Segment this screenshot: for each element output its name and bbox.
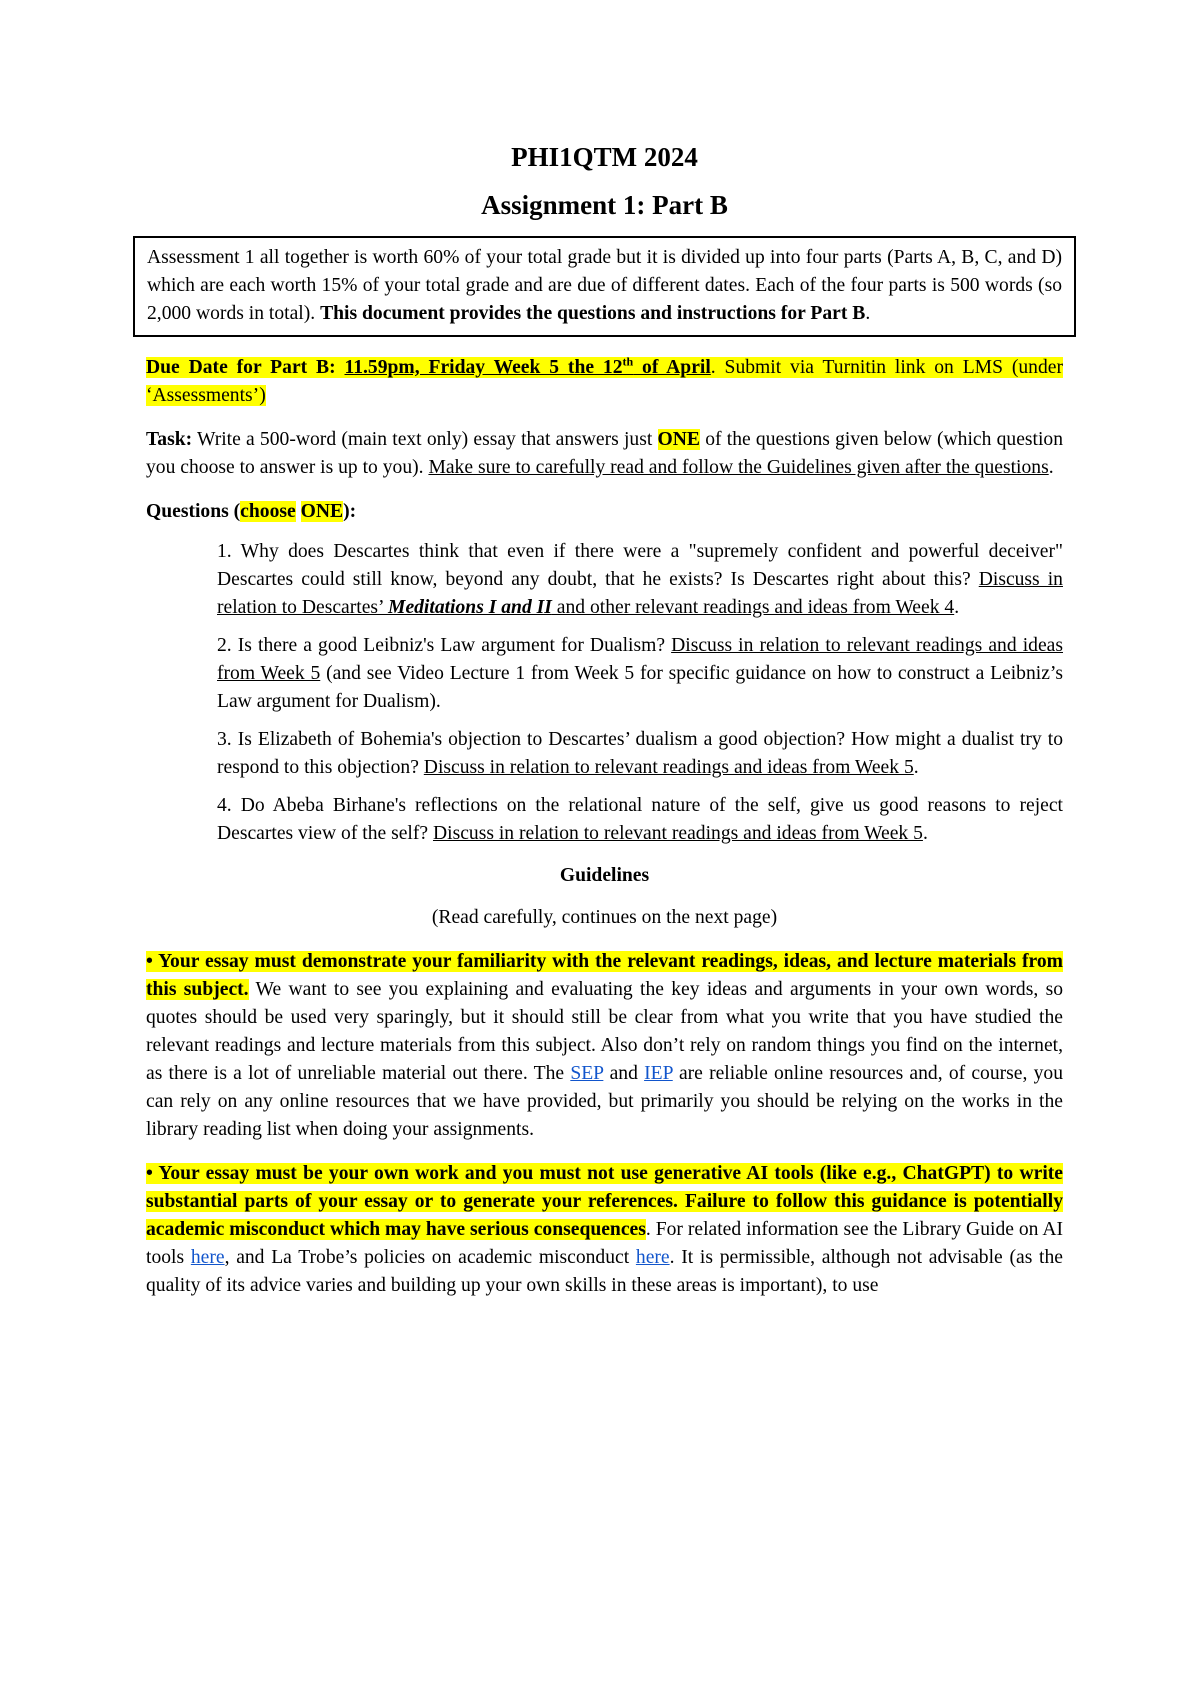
due-date-label: Due Date for Part B:: [146, 357, 336, 378]
course-code-heading: PHI1QTM 2024: [511, 142, 698, 172]
questions-list: [146, 538, 1063, 848]
guidelines-heading: Guidelines: [559, 865, 650, 886]
questions-heading: Questions (choose ONE):: [146, 501, 357, 522]
question-4-instruction: Discuss in relation to relevant readings and ideas from Week 5: [432, 823, 923, 844]
due-date-highlight: [146, 354, 1063, 406]
guideline-2-bold: • Your essay must be your own work and you must not use generative AI tools (like e.g., ChatGPT) to write substantial parts of your essay or to generate your references. Failure to follow this guidance is potentially academic misconduct which may have serious consequences: [146, 1163, 1063, 1240]
question-3: 3. Is Elizabeth of Bohemia's objection to Descartes’ dualism a good objection? How might a dualist try to respond to this objection? Discuss in relation to relevant readings and ideas from Week 5.: [217, 729, 1063, 778]
question-1: 1. Why does Descartes think that even if there were a "supremely confident and powerful deceiver" Descartes could still know, beyond any doubt, that he exists? Is Descartes right about this? Discuss in relation to Descartes’ Meditations I and II and other relevant readings and ideas from Week 4.: [217, 541, 1063, 618]
task-paragraph: Task: Write a 500-word (main text only) essay that answers just ONE of the questions given below (which question you choose to answer is up to you). Make sure to carefully read and follow the Guidelines given after the questions.: [146, 429, 1064, 478]
guideline-1-bold: • Your essay must demonstrate your familiarity with the relevant readings, ideas, and lecture materials from this subject.: [146, 951, 1063, 1000]
question-4: 4. Do Abeba Birhane's reflections on the relational nature of the self, give us good reasons to reject Descartes view of the self? Discuss in relation to relevant readings and ideas from Week 5.: [217, 795, 1063, 844]
task-label: Task:: [146, 429, 193, 450]
question-1-instruction: Discuss in relation to Descartes’ Meditations I and II and other relevant readings and ideas from Week 4: [217, 569, 1063, 618]
guidelines-subheading: (Read carefully, continues on the next page): [431, 907, 778, 928]
choose-highlight: choose: [240, 501, 296, 522]
assessment-info-bold: This document provides the questions and instructions for Part B: [320, 303, 866, 324]
due-date-paragraph: [146, 354, 1063, 410]
task-one-highlight: ONE: [657, 429, 700, 450]
assessment-info-end: .: [865, 303, 871, 324]
document-page: [146, 140, 1063, 1300]
ai-tools-guide-link[interactable]: here: [190, 1247, 225, 1268]
guidelines-reminder: Make sure to carefully read and follow the Guidelines given after the questions: [428, 457, 1049, 478]
academic-misconduct-link[interactable]: here: [635, 1247, 670, 1268]
one-highlight: ONE: [300, 501, 344, 522]
guideline-2: • Your essay must be your own work and you must not use generative AI tools (like e.g., ChatGPT) to write substantial parts of your essay or to generate your references. Failure to follow this guidance is potentially academic misconduct which may have serious consequences. For related information see the Library Guide on AI tools here, and La Trobe’s policies on academic misconduct here. It is permissible, although not advisable (as the quality of its advice varies and building up your own skills in these areas is important), to use: [146, 1163, 1063, 1296]
question-2-instruction: Discuss in relation to relevant readings and ideas from Week 5: [217, 635, 1063, 684]
iep-link[interactable]: IEP: [644, 1063, 673, 1084]
due-date-submit-text: . Submit via Turnitin link on LMS (under ‘Assessments’): [146, 357, 1063, 406]
question-3-instruction: Discuss in relation to relevant readings and ideas from Week 5: [423, 757, 914, 778]
due-date-value: 11.59pm, Friday Week 5 the 12th of April: [344, 354, 711, 378]
assignment-title: Assignment 1: Part B: [481, 190, 728, 220]
sep-link[interactable]: SEP: [570, 1063, 604, 1084]
assessment-info-box: [133, 236, 1076, 337]
question-2: 2. Is there a good Leibniz's Law argument for Dualism? Discuss in relation to relevant readings and ideas from Week 5 (and see Video Lecture 1 from Week 5 for specific guidance on how to construct a Leibniz’s Law argument for Dualism).: [217, 635, 1063, 712]
assessment-info-text: Assessment 1 all together is worth 60% of your total grade but it is divided up into four parts (Parts A, B, C, and D) which are each worth 15% of your total grade and are due of different dates. Each of the four parts is 500 words (so 2,000 words in total).: [147, 247, 1062, 324]
guideline-1: • Your essay must demonstrate your familiarity with the relevant readings, ideas, and lecture materials from this subject. We want to see you explaining and evaluating the key ideas and arguments in your own words, so quotes should be used very sparingly, but it should still be clear from what you write that you have studied the relevant readings and lecture materials from this subject. Also don’t rely on random things you find on the internet, as there is a lot of unreliable material out there. The SEP and IEP are reliable online resources and, of course, you can rely on any online resources that we have provided, but primarily you should be relying on the works in the library reading list when doing your assignments.: [146, 951, 1063, 1140]
